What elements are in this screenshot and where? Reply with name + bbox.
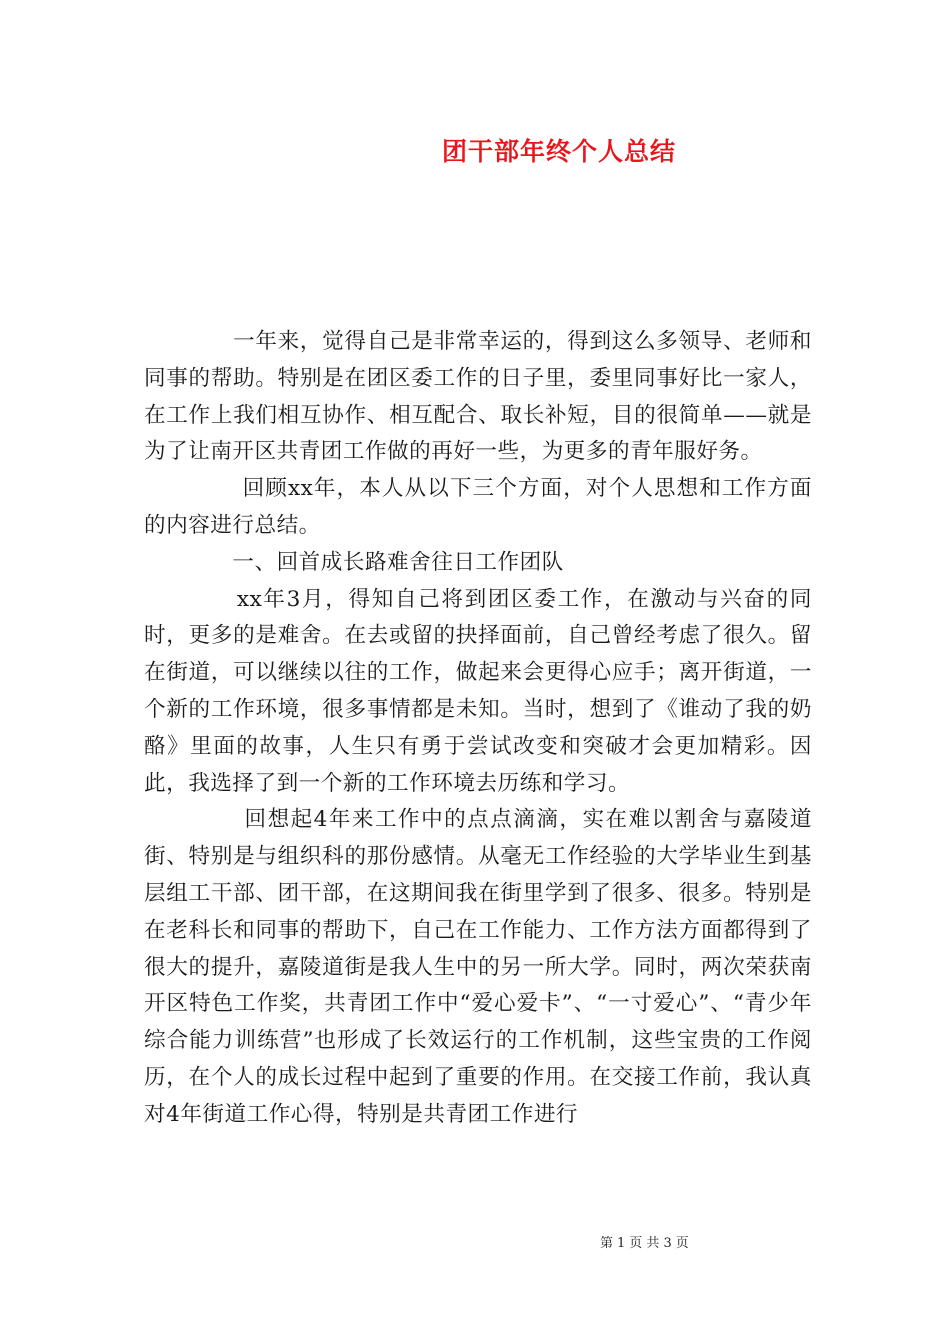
current-page: 1 bbox=[617, 1236, 626, 1251]
paragraph-intro: 一年来，觉得自己是非常幸运的，得到这么多领导、老师和同事的帮助。特别是在团区委工作的日子里，委里同事好比一家人，在工作上我们相互协作、相互配合、取长补短，目的很简单——就是为了让南开区共青团工作做的再好一些，为更多的青年服好务。 bbox=[144, 329, 812, 465]
document-body bbox=[144, 324, 812, 1134]
section-heading-1: 一、回首成长路难舍往日工作团队 bbox=[144, 549, 564, 575]
page-label-suffix: 页 bbox=[675, 1236, 689, 1251]
paragraph-transfer: xx年3月，得知自己将到团区委工作，在激动与兴奋的同时，更多的是难舍。在去或留的抉择面前，自己曾经考虑了很久。留在街道，可以继续以往的工作，做起来会更得心应手；离开街道，一个新的工作环境，很多事情都是未知。当时，想到了《谁动了我的奶酪》里面的故事，人生只有勇于尝试改变和突破才会更加精彩。因此，我选择了到一个新的工作环境去历练和学习。 bbox=[144, 586, 812, 796]
page-label-mid: 页 共 bbox=[629, 1236, 660, 1251]
paragraph-reflection: 回想起4年来工作中的点点滴滴，实在难以割舍与嘉陵道街、特别是与组织科的那份感情。从毫无工作经验的大学毕业生到基层组工干部、团干部，在这期间我在街里学到了很多、很多。特别是在老科长和同事的帮助下，自己在工作能力、工作方法方面都得到了很大的提升，嘉陵道街是我人生中的另一所大学。同时，两次荣获南开区特色工作奖，共青团工作中“爱心爱卡”、“一寸爱心”、“青少年综合能力训练营”也形成了长效运行的工作机制，这些宝贵的工作阅历，在个人的成长过程中起到了重要的作用。在交接工作前，我认真对4年街道工作心得，特别是共青团工作进行 bbox=[144, 807, 812, 1127]
paragraph-review: 回顾xx年，本人从以下三个方面，对个人思想和工作方面的内容进行总结。 bbox=[144, 476, 812, 538]
page-label-prefix: 第 bbox=[600, 1236, 614, 1251]
page-number-footer bbox=[0, 1232, 950, 1251]
total-pages: 3 bbox=[663, 1236, 672, 1251]
document-title: 团干部年终个人总结 bbox=[441, 137, 676, 166]
